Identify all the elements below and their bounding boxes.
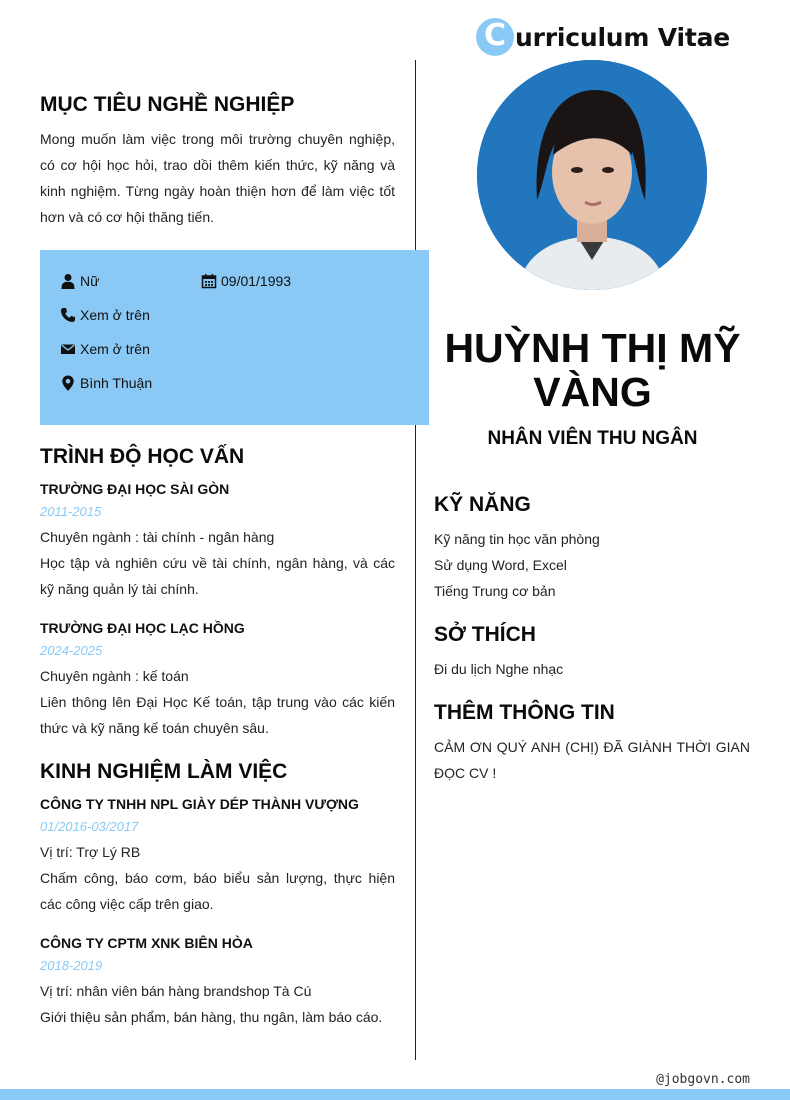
portrait-illustration <box>477 60 707 290</box>
cv-logo <box>476 17 730 57</box>
envelope-icon <box>60 341 76 357</box>
experience-period: 01/2016-03/2017 <box>40 819 139 834</box>
experience-position: Vị trí: Trợ Lý RB <box>40 844 141 860</box>
education-major: Chuyên ngành : tài chính - ngân hàng <box>40 529 275 545</box>
contact-address <box>60 375 152 391</box>
email-value: Xem ở trên <box>80 341 150 357</box>
skills-title: KỸ NĂNG <box>434 493 531 516</box>
more-info-title: THÊM THÔNG TIN <box>434 701 615 724</box>
phone-value: Xem ở trên <box>80 307 150 323</box>
phone-icon <box>60 307 76 323</box>
hobbies-title: SỞ THÍCH <box>434 623 536 646</box>
hobbies-text: Đi du lịch Nghe nhạc <box>434 661 564 677</box>
column-divider <box>415 60 416 1060</box>
experience-position: Vị trí: nhân viên bán hàng brandshop Tà Cú <box>40 983 312 999</box>
logo-letter: C <box>483 18 507 53</box>
education-major: Chuyên ngành : kế toán <box>40 668 189 684</box>
contact-birthday <box>201 273 291 289</box>
skill-item: Kỹ năng tin học văn phòng <box>434 531 600 547</box>
experience-desc: Chấm công, báo cơm, báo biểu sản lượng, thực hiện các công việc cấp trên giao. <box>40 870 395 912</box>
address-value: Bình Thuận <box>80 375 153 391</box>
location-pin-icon <box>60 375 76 391</box>
person-icon <box>60 273 76 289</box>
objective-title: MỤC TIÊU NGHỀ NGHIỆP <box>40 93 295 116</box>
experience-company: CÔNG TY CPTM XNK BIÊN HÒA <box>40 935 253 951</box>
education-school: TRƯỜNG ĐẠI HỌC SÀI GÒN <box>40 481 230 497</box>
contact-phone <box>60 307 150 323</box>
bottom-accent-bar <box>0 1089 790 1100</box>
education-desc: Liên thông lên Đại Học Kế toán, tập trung vào các kiến thức và kỹ năng kế toán chuyên sâu. <box>40 694 395 736</box>
experience-period: 2018-2019 <box>40 958 103 973</box>
experience-title: KINH NGHIỆM LÀM VIỆC <box>40 760 288 783</box>
candidate-job-title: NHÂN VIÊN THU NGÂN <box>487 428 698 449</box>
calendar-icon <box>201 273 217 289</box>
education-period: 2011-2015 <box>40 504 102 519</box>
more-info-text: CẢM ƠN QUÝ ANH (CHỊ) ĐÃ GIÀNH THỜI GIAN ĐỌC CV ! <box>434 739 750 781</box>
birthday-value: 09/01/1993 <box>221 273 292 289</box>
gender-value: Nữ <box>80 273 100 289</box>
contact-box <box>40 250 429 425</box>
education-title: TRÌNH ĐỘ HỌC VẤN <box>40 445 245 468</box>
contact-email <box>60 341 150 357</box>
candidate-name: HUỲNH THỊ MỸ VÀNG <box>444 325 741 415</box>
education-school: TRƯỜNG ĐẠI HỌC LẠC HỒNG <box>40 620 245 636</box>
footer-brand: @jobgovn.com <box>656 1072 750 1087</box>
education-period: 2024-2025 <box>40 643 103 658</box>
profile-photo <box>477 60 707 290</box>
contact-gender <box>60 273 99 289</box>
logo-badge <box>476 18 514 56</box>
skill-item: Tiếng Trung cơ bản <box>434 583 556 599</box>
objective-text: Mong muốn làm việc trong môi trường chuyên nghiệp, có cơ hội học hỏi, trao dồi thêm kiến thức, kỹ năng và kinh nghiệm. Từng ngày hoàn thiện hơn để làm việc tốt hơn và có cơ hội thăng tiến. <box>40 131 395 225</box>
experience-company: CÔNG TY TNHH NPL GIÀY DÉP THÀNH VƯỢNG <box>40 796 359 812</box>
skill-item: Sử dụng Word, Excel <box>434 557 567 573</box>
experience-desc: Giới thiệu sản phẩm, bán hàng, thu ngân, làm báo cáo. <box>40 1009 383 1025</box>
education-desc: Học tập và nghiên cứu về tài chính, ngân hàng, và các kỹ năng quản lý tài chính. <box>40 555 395 597</box>
logo-text: urriculum Vitae <box>515 22 731 52</box>
